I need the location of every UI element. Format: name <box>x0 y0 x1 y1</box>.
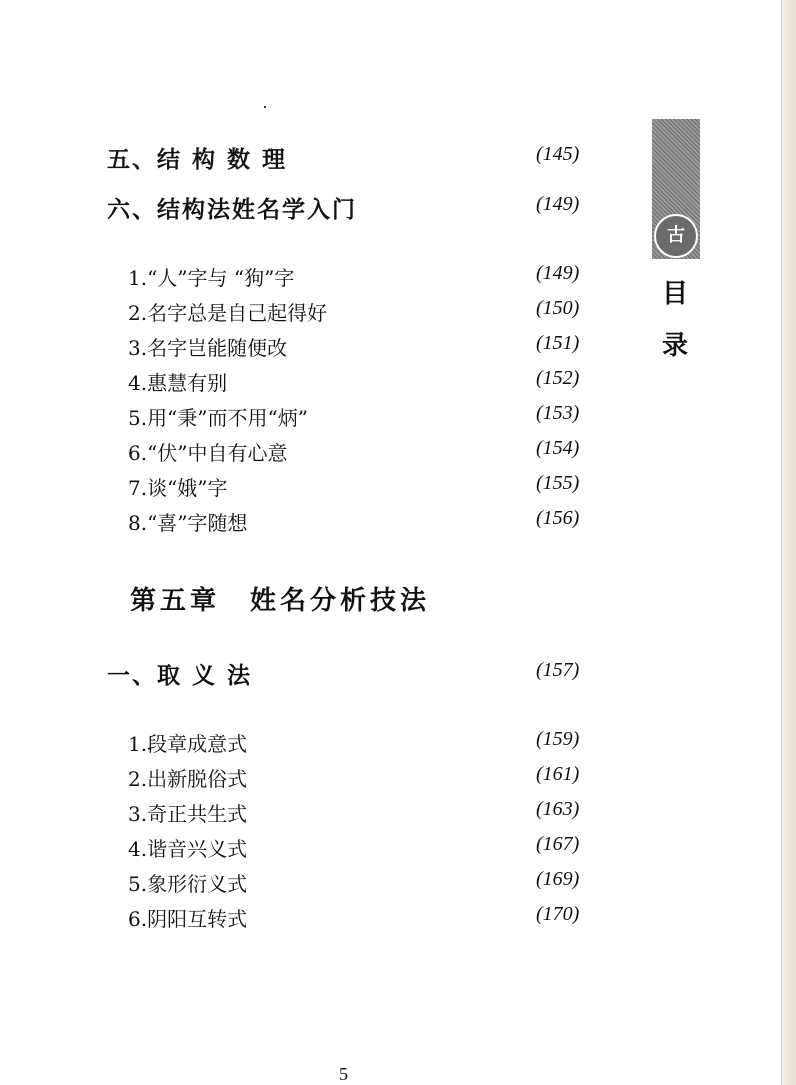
toc-page-number: (156) <box>536 507 580 529</box>
toc-item <box>0 507 700 541</box>
side-tab-label-char: 录 <box>661 331 688 361</box>
toc-item <box>0 763 700 797</box>
toc-item <box>0 332 700 366</box>
toc-item-title: 7.谈“娥”字 <box>128 476 228 500</box>
toc-page-number: (145) <box>536 143 580 165</box>
toc-item <box>0 437 700 471</box>
toc-page-number: (157) <box>536 659 580 681</box>
toc-section-5 <box>0 141 700 175</box>
seal-icon: 古 <box>654 214 698 258</box>
toc-item <box>0 903 700 937</box>
toc-item-title: 1.“人”字与 “狗”字 <box>128 266 295 290</box>
toc-item <box>0 297 700 331</box>
toc-section-title: 六、结构法姓名学入门 <box>107 196 357 223</box>
toc-item <box>0 367 700 401</box>
page-edge-line <box>781 0 782 1085</box>
toc-item-title: 3.名字岂能随便改 <box>128 336 288 360</box>
toc-item-title: 5.象形衍义式 <box>128 872 248 896</box>
toc-item <box>0 402 700 436</box>
toc-item <box>0 868 700 902</box>
toc-item <box>0 472 700 506</box>
toc-section-1 <box>0 657 700 691</box>
toc-item <box>0 833 700 867</box>
chapter-heading: 第五章 姓名分析技法 <box>130 586 431 616</box>
toc-item <box>0 798 700 832</box>
toc-section-6 <box>0 191 700 225</box>
toc-page-number: (161) <box>536 763 580 785</box>
page-edge <box>782 0 796 1085</box>
toc-item-title: 6.阴阳互转式 <box>128 907 248 931</box>
print-speck <box>264 106 266 108</box>
toc-item <box>0 262 700 296</box>
page-number: 5 <box>339 1064 348 1084</box>
toc-page-number: (154) <box>536 437 580 459</box>
toc-page-number: (170) <box>536 903 580 925</box>
toc-page-number: (163) <box>536 798 580 820</box>
toc-item-title: 5.用“秉”而不用“炳” <box>128 406 308 430</box>
toc-page-number: (155) <box>536 472 580 494</box>
toc-page-number: (152) <box>536 367 580 389</box>
toc-page-number: (167) <box>536 833 580 855</box>
side-tab-label <box>660 268 690 372</box>
toc-page-number: (153) <box>536 402 580 424</box>
toc-item-title: 2.出新脱俗式 <box>128 767 248 791</box>
side-tab-label-char: 目 <box>661 279 688 309</box>
toc-section-title: 一、取 义 法 <box>107 662 253 689</box>
toc-page-number: (149) <box>536 262 580 284</box>
toc-page-number: (151) <box>536 332 580 354</box>
toc-item-title: 4.谐音兴义式 <box>128 837 248 861</box>
toc-item-title: 1.段章成意式 <box>128 732 248 756</box>
toc-item-title: 4.惠慧有别 <box>128 371 228 395</box>
toc-item-title: 8.“喜”字随想 <box>128 511 248 535</box>
toc-item <box>0 728 700 762</box>
toc-page-number: (159) <box>536 728 580 750</box>
toc-item-title: 3.奇正共生式 <box>128 802 248 826</box>
toc-page-number: (150) <box>536 297 580 319</box>
toc-page-number: (169) <box>536 868 580 890</box>
toc-item-title: 6.“伏”中自有心意 <box>128 441 288 465</box>
toc-page-number: (149) <box>536 193 580 215</box>
toc-section-title: 五、结 构 数 理 <box>107 146 288 173</box>
toc-item-title: 2.名字总是自己起得好 <box>128 301 328 325</box>
